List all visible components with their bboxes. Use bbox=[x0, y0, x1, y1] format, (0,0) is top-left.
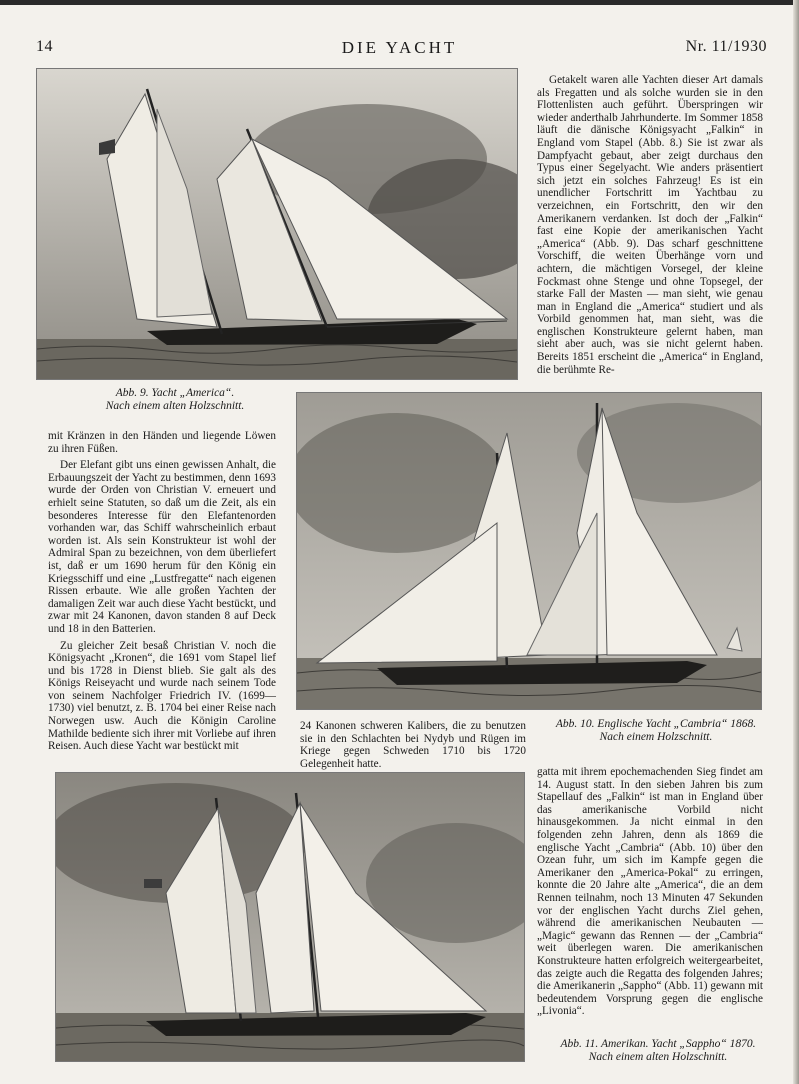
paragraph: Zu gleicher Zeit besaß Christian V. noch die Königsyacht „Kronen“, die 1691 vom Stapel lief und bis 1728 in Dienst blieb. Sie galt als des Königs Reiseyacht und wurde nach seinem Tode von seinem Nachfolger Friedrich IV. (1699—1730) viel benutzt, z. B. 1704 bei einer Reise nach Norwegen usw. Auch die Königin Caroline Mathilde bediente sich ihrer mit Vorliebe auf ihren Reisen. Auch diese Yacht war bestückt mit bbox=[48, 639, 276, 753]
schooner-illustration-sappho bbox=[56, 773, 524, 1061]
schooner-illustration-cambria bbox=[297, 393, 761, 709]
paragraph: gatta mit ihrem epochemachenden Sieg findet am 14. August statt. In den sieben Jahren bis zum Stapellauf des „Falkin“ ist man in England über das amerikanische Vorbild nicht hinausgekommen. Ja nicht einmal in den folgenden zehn Jahren, denn als 1869 die englische Yacht „Cambria“ (Abb. 10) über den Ozean fuhr, um sich im Kampfe gegen die Amerikaner den „America-Pokal“ zu erringen, konnte die 20 Jahre alte „America“, die an dem Rennen teilnahm, noch 13 Minuten 47 Sekunden vor der englischen Yacht durchs Ziel gehen, während die amerikanischen Neubauten — „Magic“ gewann das Rennen — der „Cambria“ weit überlegen waren. Die amerikanischen Konstrukteure hatten erfolgreich weitergearbeitet, das zeigte auch die Regatta des folgenden Jahres; die Amerikanerin „Sappho“ (Abb. 11) gewann mit bedeutendem Vorsprung gegen die englische „Livonia“. bbox=[537, 766, 763, 1018]
figure-yacht-cambria bbox=[296, 392, 762, 710]
caption-fig11 bbox=[538, 1038, 778, 1064]
caption-fig9-source: Nach einem alten Holzschnitt. bbox=[105, 400, 245, 412]
top-border bbox=[0, 0, 799, 5]
text-column-right-bottom bbox=[537, 766, 763, 1018]
paragraph: Getakelt waren alle Yachten dieser Art damals als Fregatten und als solche wurden sie in den Flottenlisten auch geführt. Überspringen wir wieder anderthalb Jahrhunderte. Im Sommer 1858 läuft die dänische Königsyacht „Falkin“ in England vom Stapel (Abb. 8.) Sie ist zwar als Dampfyacht gebaut, aber zeigt durchaus den Typus einer Segelyacht. Wie anders präsentiert sich jetzt ein solches Fahrzeug! Es ist ein unendlicher Fortschritt im Yachtbau zu verzeichnen, ein Fortschritt, den wir den Amerikanern verdanken. Ist doch der „Falkin“ fast eine Kopie der amerikanischen Yacht „America“ (Abb. 9). Das scharf geschnittene Vorschiff, die weiten Überhänge vorn und achtern, die mächtigen Vorsegel, der kleine Fockmast ohne Stenge und ohne Topsegel, der starke Fall der Masten — man sieht, wie genau man in England die „America“ studiert und als Vorbild genommen hat, man sieht, was die englischen Konstrukteure gelernt haben, man sieht aber auch, was sie nicht gelernt haben. Bereits 1851 erscheint die „America“ in England, die berühmte Re- bbox=[537, 74, 763, 376]
caption-fig10 bbox=[536, 718, 776, 744]
text-column-right-top bbox=[537, 74, 763, 376]
figure-yacht-sappho bbox=[55, 772, 525, 1062]
magazine-title: DIE YACHT bbox=[341, 38, 458, 57]
caption-fig11-title: Abb. 11. Amerikan. Yacht „Sappho“ 1870. bbox=[560, 1038, 756, 1050]
page-edge-shadow bbox=[793, 0, 799, 1084]
caption-fig10-title: Abb. 10. Englische Yacht „Cambria“ 1868. bbox=[555, 718, 757, 730]
caption-fig9 bbox=[60, 387, 290, 413]
caption-fig10-source: Nach einem Holzschnitt. bbox=[599, 731, 713, 743]
text-block-middle bbox=[300, 720, 526, 770]
schooner-illustration-america bbox=[37, 69, 517, 379]
figure-yacht-america bbox=[36, 68, 518, 380]
caption-fig11-source: Nach einem alten Holzschnitt. bbox=[588, 1051, 728, 1063]
issue-number: Nr. 11/1930 bbox=[685, 38, 767, 55]
caption-fig9-title: Abb. 9. Yacht „America“. bbox=[115, 387, 235, 399]
text-column-left bbox=[48, 430, 276, 753]
paragraph: 24 Kanonen schweren Kalibers, die zu benutzen sie in den Schlachten bei Nydyb und Rügen im Kriege gegen Schweden 1710 bis 1720 Gelegenheit hatte. bbox=[300, 720, 526, 770]
paragraph: mit Kränzen in den Händen und liegende Löwen zu ihren Füßen. bbox=[48, 430, 276, 455]
paragraph: Der Elefant gibt uns einen gewissen Anhalt, die Erbauungszeit der Yacht zu bestimmen, denn 1693 wurde der Orden von Christian V. erneuert und erhielt seine Statuten, so daß um die Zeit, als ein besonderes Interesse für den Elefantenorden vorhanden war, das Schiff wahrscheinlich erbaut worden ist. Als sein Konstrukteur ist wohl der Admiral Span zu bezeichnen, von dem überliefert ist, daß er um 1690 herum für den König ein Kriegsschiff und eine „Lustfregatte“ nach eigenen Rissen erbaute. Wie alle großen Yachten der damaligen Zeit war auch diese Yacht bestückt, und zwar mit 24 Kanonen, davon standen 8 auf Deck und 18 in den Batterien. bbox=[48, 459, 276, 635]
page-number: 14 bbox=[36, 38, 53, 55]
